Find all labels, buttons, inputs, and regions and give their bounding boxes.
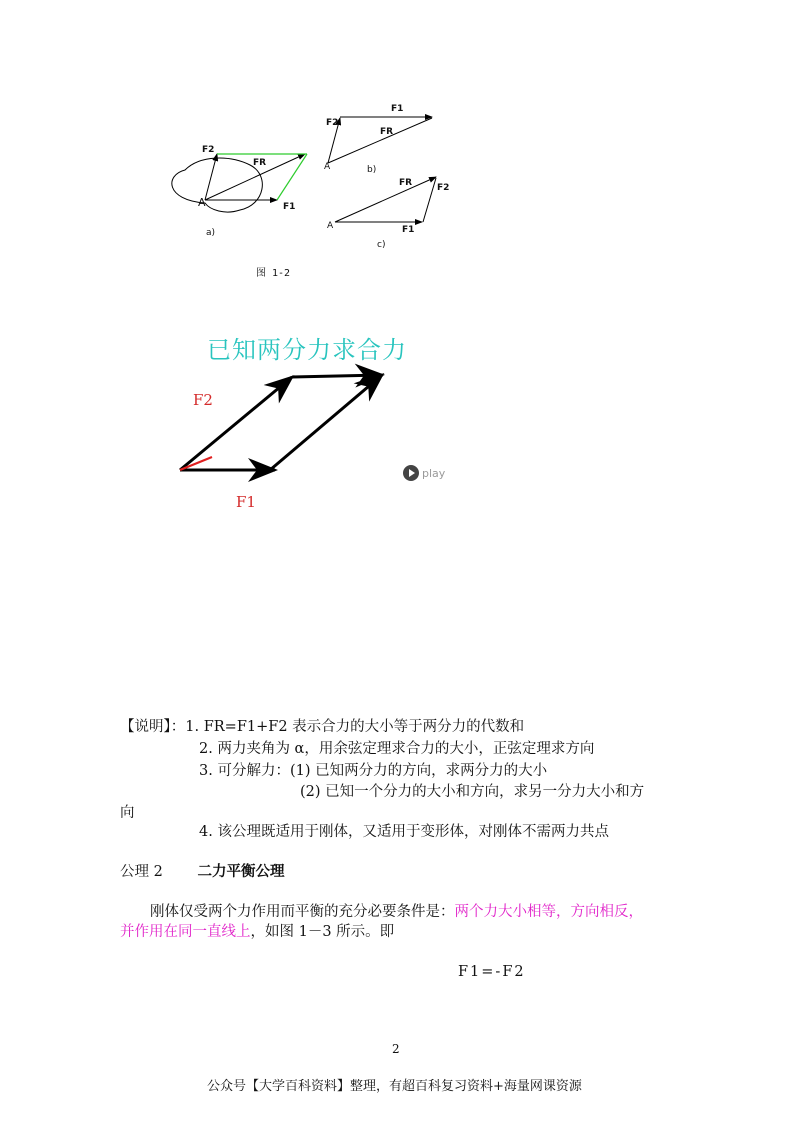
label-fr-a: FR [253,158,267,168]
axiom-label: 公理 2 [120,864,163,880]
label-panel-b: b) [367,165,377,175]
figure-caption: 图 1-2 [256,268,291,279]
anim-top-edge [292,375,382,377]
anim-right-edge [270,375,382,470]
axiom-body-end: ，如图 1－3 所示。即 [250,924,395,940]
label-f1-b: F1 [391,104,404,114]
label-fr-b: FR [380,127,394,137]
vector-fr-b [328,118,432,163]
axiom-equation: F1=-F2 [458,964,526,980]
axiom-title: 二力平衡公理 [197,864,285,880]
figure-1-2 [160,95,460,255]
label-f2-b: F2 [326,118,339,128]
note-item-3b: (2) 已知一个分力的大小和方向，求另一分力大小和方 [300,784,645,800]
axiom-body-start: 刚体仅受两个力作用而平衡的充分必要条件是： [150,904,455,920]
panel-c-diagram [335,177,436,222]
note-item-4: 4. 该公理既适用于刚体，又适用于变形体，对刚体不需两力共点 [199,824,609,840]
label-f2-c: F2 [437,183,450,193]
axiom-body-line-1 [150,902,643,922]
footer-note: 公众号【大学百科资料】整理，有超百科复习资料+海量网课资源 [207,1079,582,1094]
animation-title: 已知两分力求合力 [207,336,407,364]
anim-vector-f2 [180,377,292,470]
note-item-2: 2. 两力夹角为 α，用余弦定理求合力的大小，正弦定理求方向 [199,741,595,757]
vector-f2-c [423,178,436,222]
note-line-1 [120,717,524,737]
play-icon[interactable] [403,465,419,481]
animation-diagram [170,360,400,485]
label-panel-c: c) [377,240,386,250]
animation-f1-label: F1 [236,493,256,511]
parallelogram-right-edge [277,154,307,200]
note-item-3b-wrap: 向 [120,805,135,821]
note-head: 【说明】： [120,719,186,735]
label-f2-a: F2 [202,145,215,155]
rigid-body-outline [172,158,262,212]
panel-b-diagram [328,117,432,163]
axiom-body-highlight-2: 并作用在同一直线上 [120,924,251,940]
vector-f2-a [205,154,217,200]
page-number: 2 [392,1042,400,1056]
label-fr-c: FR [399,178,413,188]
axiom-body-highlight-1: 两个力大小相等，方向相反， [454,904,643,920]
note-item-1: 1. FR=F1+F2 表示合力的大小等于两分力的代数和 [185,719,525,735]
label-f1-c: F1 [402,225,415,235]
label-point-a: A [198,196,206,209]
label-panel-a: a) [206,228,216,238]
play-label: play [422,466,446,480]
axiom-heading [120,862,284,882]
animation-f2-label: F2 [193,391,213,409]
anim-angle-marker [180,457,212,470]
label-point-b: A [324,162,331,172]
label-f1-a: F1 [283,202,296,212]
note-item-3: 3. 可分解力：(1) 已知两分力的方向，求两分力的大小 [199,763,548,779]
label-point-c: A [327,221,334,231]
play-button[interactable] [403,465,445,481]
vector-fr-c [335,177,436,222]
axiom-body-line-2 [120,922,394,942]
